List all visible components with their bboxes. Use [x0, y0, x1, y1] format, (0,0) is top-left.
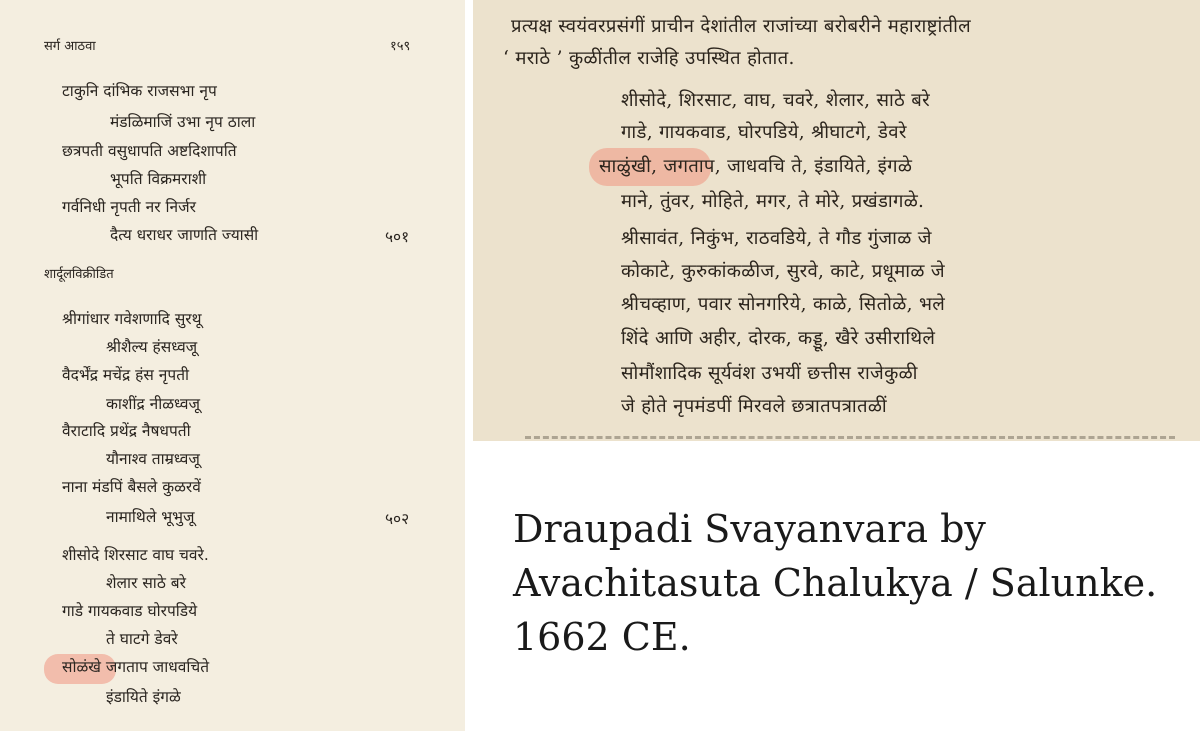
left-verse-line: भूपति विक्रमराशी	[110, 170, 207, 188]
left-verse-line: काशींद्र नीळध्वजू	[106, 395, 200, 413]
left-verse-line: मंडळिमाजिं उभा नृप ठाला	[110, 113, 256, 131]
left-verse-number-502: ५०२	[385, 510, 410, 528]
right-prose-line: ‘ मराठे ’ कुळींतील राजेहि उपस्थित होतात.	[503, 48, 795, 69]
left-verse-line: नामाथिले भूभुजू	[106, 508, 195, 526]
left-verse-line: वैराटादि प्रथेंद्र नैषधपती	[62, 422, 191, 440]
divider	[465, 0, 473, 731]
right-verse-line: कोकाटे, कुरुकांकळीज, सुरवे, काटे, प्रधूमाळ जे	[621, 261, 945, 282]
left-verse-line: शीसोदे शिरसाट वाघ चवरे.	[62, 546, 209, 564]
left-verse-line: यौनाश्व ताम्रध्वजू	[106, 450, 200, 468]
left-verse-line: इंडायिते इंगळे	[106, 688, 181, 706]
right-verse-line: शिंदे आणि अहीर, दोरक, कड्डू, खैरे उसीराथिले	[621, 328, 936, 349]
cut-off-text-line	[525, 436, 1175, 441]
left-section-heading: शार्दूलविक्रीडित	[44, 267, 114, 282]
left-verse-line: नाना मंडपिं बैसले कुळरवें	[62, 478, 201, 496]
left-verse-line: छत्रपती वसुधापति अष्टदिशापति	[62, 142, 237, 160]
right-prose-line: प्रत्यक्ष स्वयंवरप्रसंगीं प्राचीन देशांतील राजांच्या बरोबरीने महाराष्ट्रांतील	[511, 16, 972, 37]
left-verse-line: दैत्य धराधर जाणति ज्यासी	[110, 226, 259, 244]
left-verse-number-501: ५०१	[385, 228, 410, 246]
right-verse-line: सोमौंशादिक सूर्यवंश उभयीं छत्तीस राजेकुळी	[621, 363, 918, 384]
left-verse-line: गाडे गायकवाड घोरपडिये	[62, 602, 198, 620]
left-page-header-title: सर्ग आठवा	[44, 39, 96, 54]
left-verse-line: शेलार साठे बरे	[106, 574, 186, 592]
left-verse-line: गर्वनिधी नृपती नर निर्जर	[62, 198, 196, 216]
right-verse-line-highlighted: साळुंखी, जगताप, जाधवचि ते, इंडायिते, इंगळे	[599, 156, 913, 177]
left-verse-line: ते घाटगे डेवरे	[106, 630, 178, 648]
right-verse-line: श्रीचव्हाण, पवार सोनगरिये, काळे, सितोळे, भले	[621, 294, 946, 315]
left-book-page-scan	[0, 0, 465, 731]
right-verse-line: जे होते नृपमंडपीं मिरवले छत्रातपत्रातळीं	[621, 396, 888, 417]
left-verse-line: टाकुनि दांभिक राजसभा नृप	[62, 82, 217, 100]
caption-text: Draupadi Svayanvara by Avachitasuta Chalukya / Salunke. 1662 CE.	[513, 507, 1158, 659]
right-verse-line: माने, तुंवर, मोहिते, मगर, ते मोरे, प्रखंडागळे.	[621, 191, 925, 212]
right-verse-line: गाडे, गायकवाड, घोरपडिये, श्रीघाटगे, डेवरे	[621, 122, 907, 143]
left-verse-line: श्रीशैल्य हंसध्वजू	[106, 338, 198, 356]
right-verse-line: शीसोदे, शिरसाट, वाघ, चवरे, शेलार, साठे बरे	[621, 90, 931, 111]
right-verse-line: श्रीसावंत, निकुंभ, राठवडिये, ते गौड गुंजाळ जे	[621, 228, 932, 249]
left-verse-line: वैदर्भेंद्र मचेंद्र हंस नृपती	[62, 366, 190, 384]
left-verse-line: श्रीगांधार गवेशणादि सुरथू	[62, 310, 202, 328]
right-book-page-scan	[473, 0, 1200, 441]
left-page-number: १५९	[390, 39, 411, 54]
left-verse-line-highlighted: सोळंखे जगताप जाधवचिते	[62, 658, 210, 676]
